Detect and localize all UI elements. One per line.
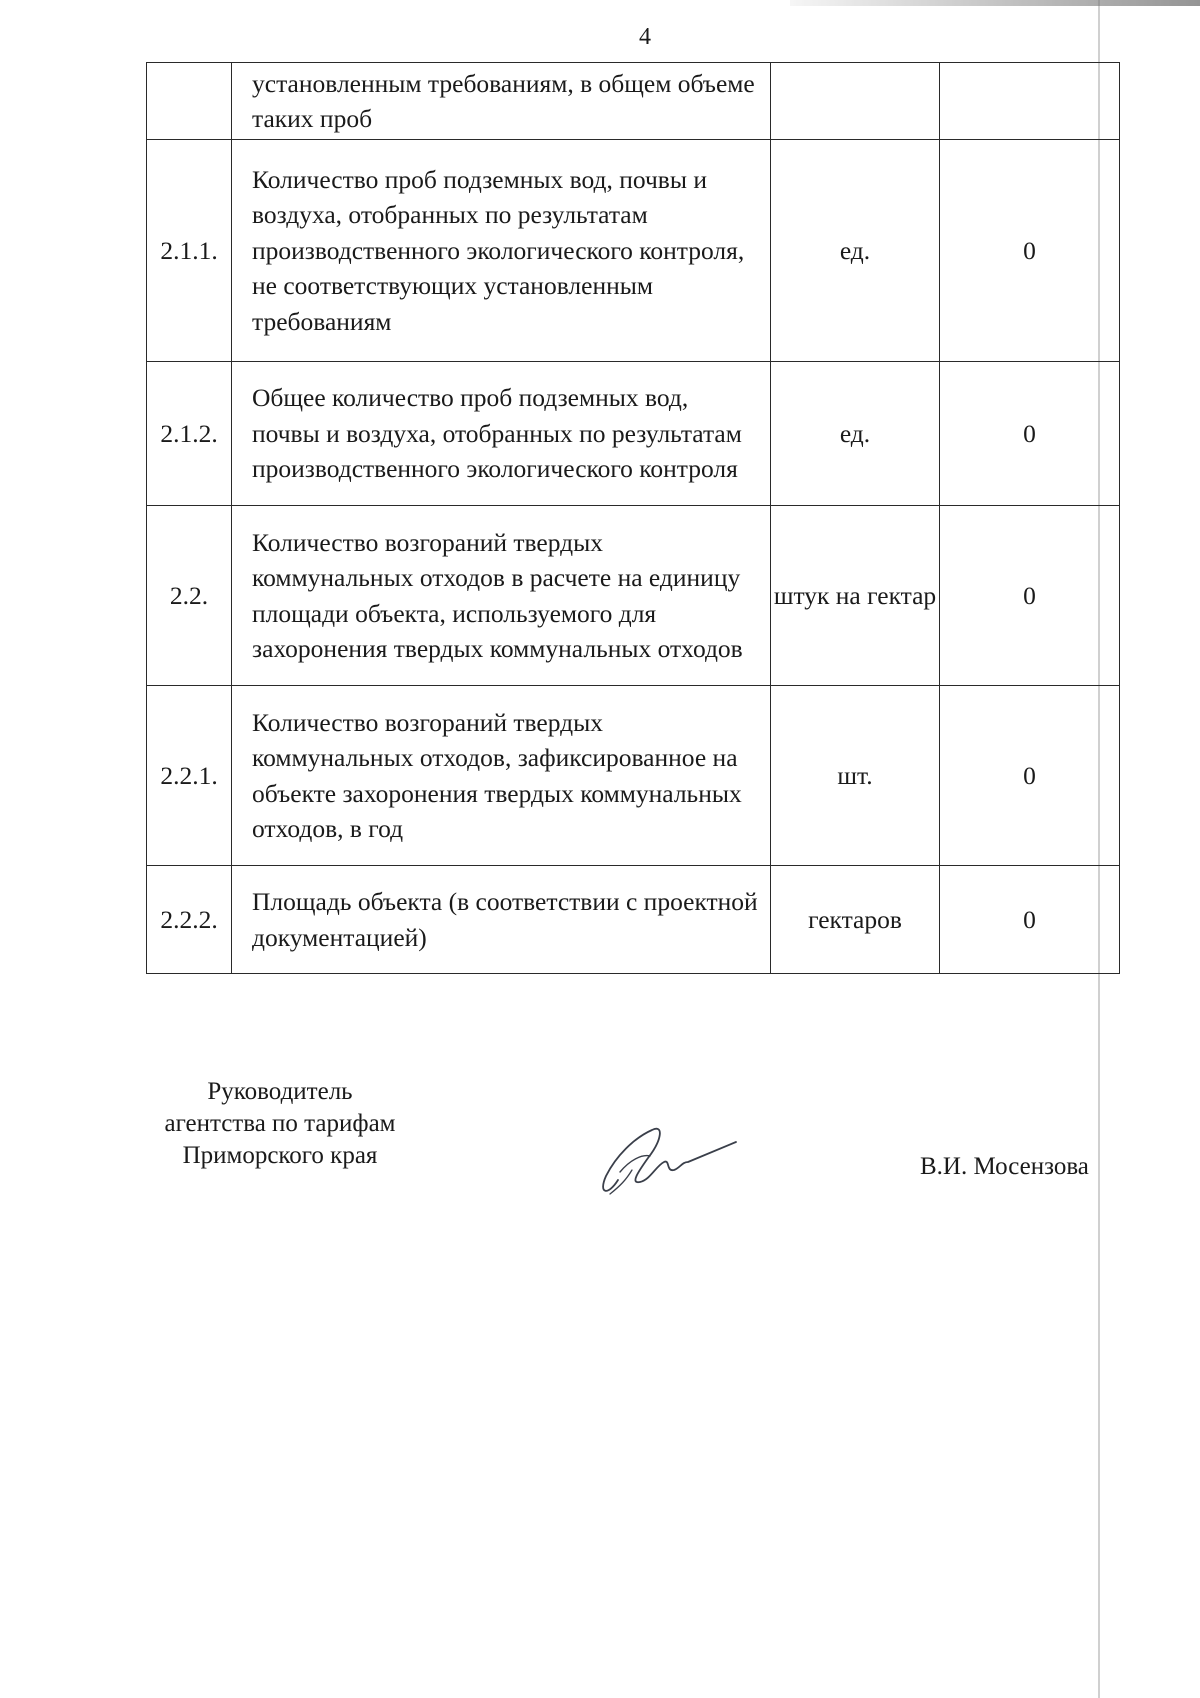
unit-of-measure: ед. (771, 362, 940, 506)
position-line: Руководитель (207, 1078, 353, 1105)
indicator-name: Количество проб подземных вод, почвы и воздуха, отобранных по результатам производственного экологического контроля, не соответствующих установленным требованиям (232, 140, 771, 362)
row-number: 2.1.1. (147, 140, 232, 362)
indicator-name: Количество возгораний твердых коммунальных отходов в расчете на единицу площади объекта, используемого для захоронения твердых коммунальных отходов (232, 506, 771, 686)
signer-name: В.И. Мосензова (920, 1153, 1089, 1180)
position-line: Приморского края (182, 1142, 378, 1169)
unit-of-measure (771, 63, 940, 140)
indicator-name: Общее количество проб подземных вод, почвы и воздуха, отобранных по результатам производственного экологического контроля (232, 362, 771, 506)
table-row (147, 362, 1120, 506)
indicator-name: Количество возгораний твердых коммунальных отходов, зафиксированное на объекте захоронения твердых коммунальных отходов, в год (232, 686, 771, 866)
position-line: агентства по тарифам (164, 1110, 396, 1137)
row-number: 2.2.2. (147, 866, 232, 974)
indicator-name: установленным требованиям, в общем объеме таких проб (232, 63, 771, 140)
indicator-value (940, 63, 1120, 140)
indicators-table (146, 62, 1120, 974)
unit-of-measure: ед. (771, 140, 940, 362)
indicator-name: Площадь объекта (в соответствии с проектной документацией) (232, 866, 771, 974)
indicator-value: 0 (940, 866, 1120, 974)
row-number: 2.2.1. (147, 686, 232, 866)
row-number: 2.2. (147, 506, 232, 686)
table-row (147, 866, 1120, 974)
table-row (147, 63, 1120, 140)
row-number (147, 63, 232, 140)
indicator-value: 0 (940, 140, 1120, 362)
indicator-value: 0 (940, 686, 1120, 866)
table-row (147, 506, 1120, 686)
table-row (147, 686, 1120, 866)
scan-edge-top (790, 0, 1200, 6)
row-number: 2.1.2. (147, 362, 232, 506)
indicator-value: 0 (940, 362, 1120, 506)
signatory-position (130, 1076, 430, 1172)
unit-of-measure: гектаров (771, 866, 940, 974)
handwritten-signature (590, 1110, 740, 1200)
table-row (147, 140, 1120, 362)
page-number: 4 (639, 24, 651, 50)
unit-of-measure: штук на гектар (771, 506, 940, 686)
unit-of-measure: шт. (771, 686, 940, 866)
indicator-value: 0 (940, 506, 1120, 686)
